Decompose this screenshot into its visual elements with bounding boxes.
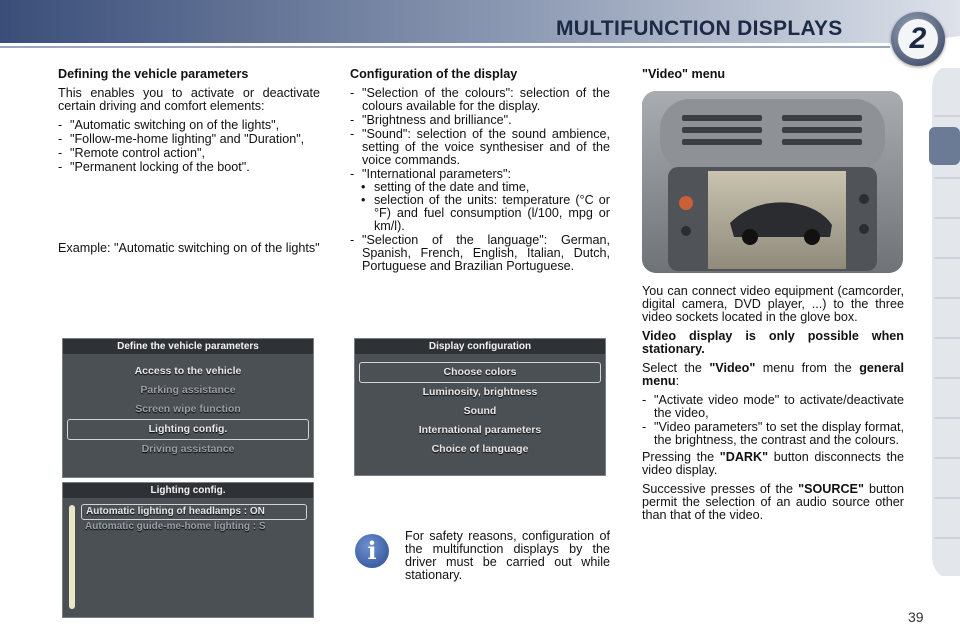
page-title: MULTIFUNCTION DISPLAYS xyxy=(556,17,843,40)
list-item xyxy=(350,168,610,233)
safety-note-text: For safety reasons, configuration of the multifunction displays by the driver must be carried out while stationary. xyxy=(405,529,610,582)
scrollbar xyxy=(69,505,75,609)
screen-title: Lighting config. xyxy=(63,483,313,498)
text-fragment: button disconnects the video display. xyxy=(642,450,904,477)
info-icon: i xyxy=(355,534,389,568)
video-menu-label: "Video" xyxy=(709,361,756,375)
screen-menu-item: International parameters xyxy=(418,424,542,436)
section-intro: This enables you to activate or deactivate certain driving and comfort elements: xyxy=(58,86,320,113)
text-fragment: Successive presses of the xyxy=(642,482,799,496)
dashboard-video-photo xyxy=(642,91,903,273)
list-item: - "Sound": selection of the sound ambience, setting of the voice synthesiser and of the voice commands. xyxy=(350,128,610,167)
dark-button-label: "DARK" xyxy=(719,450,769,464)
list-item: - "Selection of the language": German, Spanish, French, English, Italian, Dutch, Portuguese and Brazilian Portuguese. xyxy=(350,234,610,273)
chapter-badge xyxy=(891,12,945,66)
text-fragment: menu from the xyxy=(755,361,860,375)
source-button-label: "SOURCE" xyxy=(798,482,864,496)
list-item: - "Automatic switching on of the lights", xyxy=(58,119,320,132)
screen-menu-item: Automatic guide-me-home lighting : S xyxy=(85,521,266,532)
dark-button-text xyxy=(642,451,904,477)
screen-menu-item: Screen wipe function xyxy=(135,403,241,415)
text-fragment: Select the xyxy=(642,361,710,375)
list-item: - "Video parameters" to set the display format, the brightness, the contrast and the colours. xyxy=(642,421,904,447)
header-banner xyxy=(0,0,960,52)
video-menu-section xyxy=(642,285,904,528)
active-chapter-tab[interactable] xyxy=(929,127,960,165)
vehicle-parameters-section xyxy=(58,68,320,261)
text-fragment: : xyxy=(675,374,680,388)
page-number: 39 xyxy=(908,609,924,625)
screen-menu-item-selected: Choose colors xyxy=(359,362,601,383)
chapter-number: 2 xyxy=(898,19,938,59)
sub-list-item: • selection of the units: temperature (°C or °F) and fuel consumption (l/100, mpg or km/l). xyxy=(350,194,610,233)
dashboard-illustration xyxy=(642,91,903,273)
section-heading: "Video" menu xyxy=(642,67,726,81)
sub-list xyxy=(350,181,610,233)
screen-menu-item: Luminosity, brightness xyxy=(422,386,538,398)
text-fragment: button permit the selection of an audio source other than that of the video. xyxy=(642,482,905,522)
section-heading: Defining the vehicle parameters xyxy=(58,67,249,81)
parameters-list xyxy=(58,119,320,174)
list-item: - "Activate video mode" to activate/deactivate the video, xyxy=(642,394,904,420)
display-configuration-screen xyxy=(354,338,606,476)
source-button-text xyxy=(642,483,904,522)
video-options-list xyxy=(642,394,904,447)
lighting-config-screen xyxy=(62,482,314,618)
screen-menu-item: Access to the vehicle xyxy=(134,365,242,377)
general-menu-label: general menu xyxy=(642,361,904,388)
screen-menu-item-selected: Lighting config. xyxy=(67,419,309,440)
screen-title: Define the vehicle parameters xyxy=(63,339,313,354)
text-fragment: Pressing the xyxy=(642,450,720,464)
sub-list-item: • setting of the date and time, xyxy=(350,181,610,194)
list-item: - "Remote control action", xyxy=(58,147,320,160)
list-item: - "Follow-me-home lighting" and "Duration", xyxy=(58,133,320,146)
configuration-list xyxy=(350,87,610,273)
chapter-tabs xyxy=(928,68,960,576)
video-stationary-note: Video display is only possible when stationary. xyxy=(642,329,904,356)
list-item: - "Brightness and brilliance". xyxy=(350,114,610,127)
screen-menu-item: Sound xyxy=(463,405,497,417)
screen-menu-item-selected: Automatic lighting of headlamps : ON xyxy=(81,504,307,520)
video-intro: You can connect video equipment (camcorder, digital camera, DVD player, ...) to the three video sockets located in the glove box. xyxy=(642,284,904,324)
list-item: - "Permanent locking of the boot". xyxy=(58,161,320,174)
vehicle-parameters-screen xyxy=(62,338,314,478)
section-heading: Configuration of the display xyxy=(350,67,518,81)
screen-menu-item: Parking assistance xyxy=(140,384,236,396)
list-item: - "Selection of the colours": selection of the colours available for the display. xyxy=(350,87,610,113)
list-item-text: "International parameters": xyxy=(362,167,511,181)
screen-title: Display configuration xyxy=(355,339,605,354)
video-menu-heading-block xyxy=(642,68,904,87)
example-text: Example: "Automatic switching on of the lights" xyxy=(58,241,320,255)
screen-menu-item: Driving assistance xyxy=(141,443,235,455)
display-configuration-section xyxy=(350,68,610,277)
video-select-instruction xyxy=(642,362,904,388)
safety-note xyxy=(405,530,610,588)
screen-menu-item: Choice of language xyxy=(431,443,529,455)
